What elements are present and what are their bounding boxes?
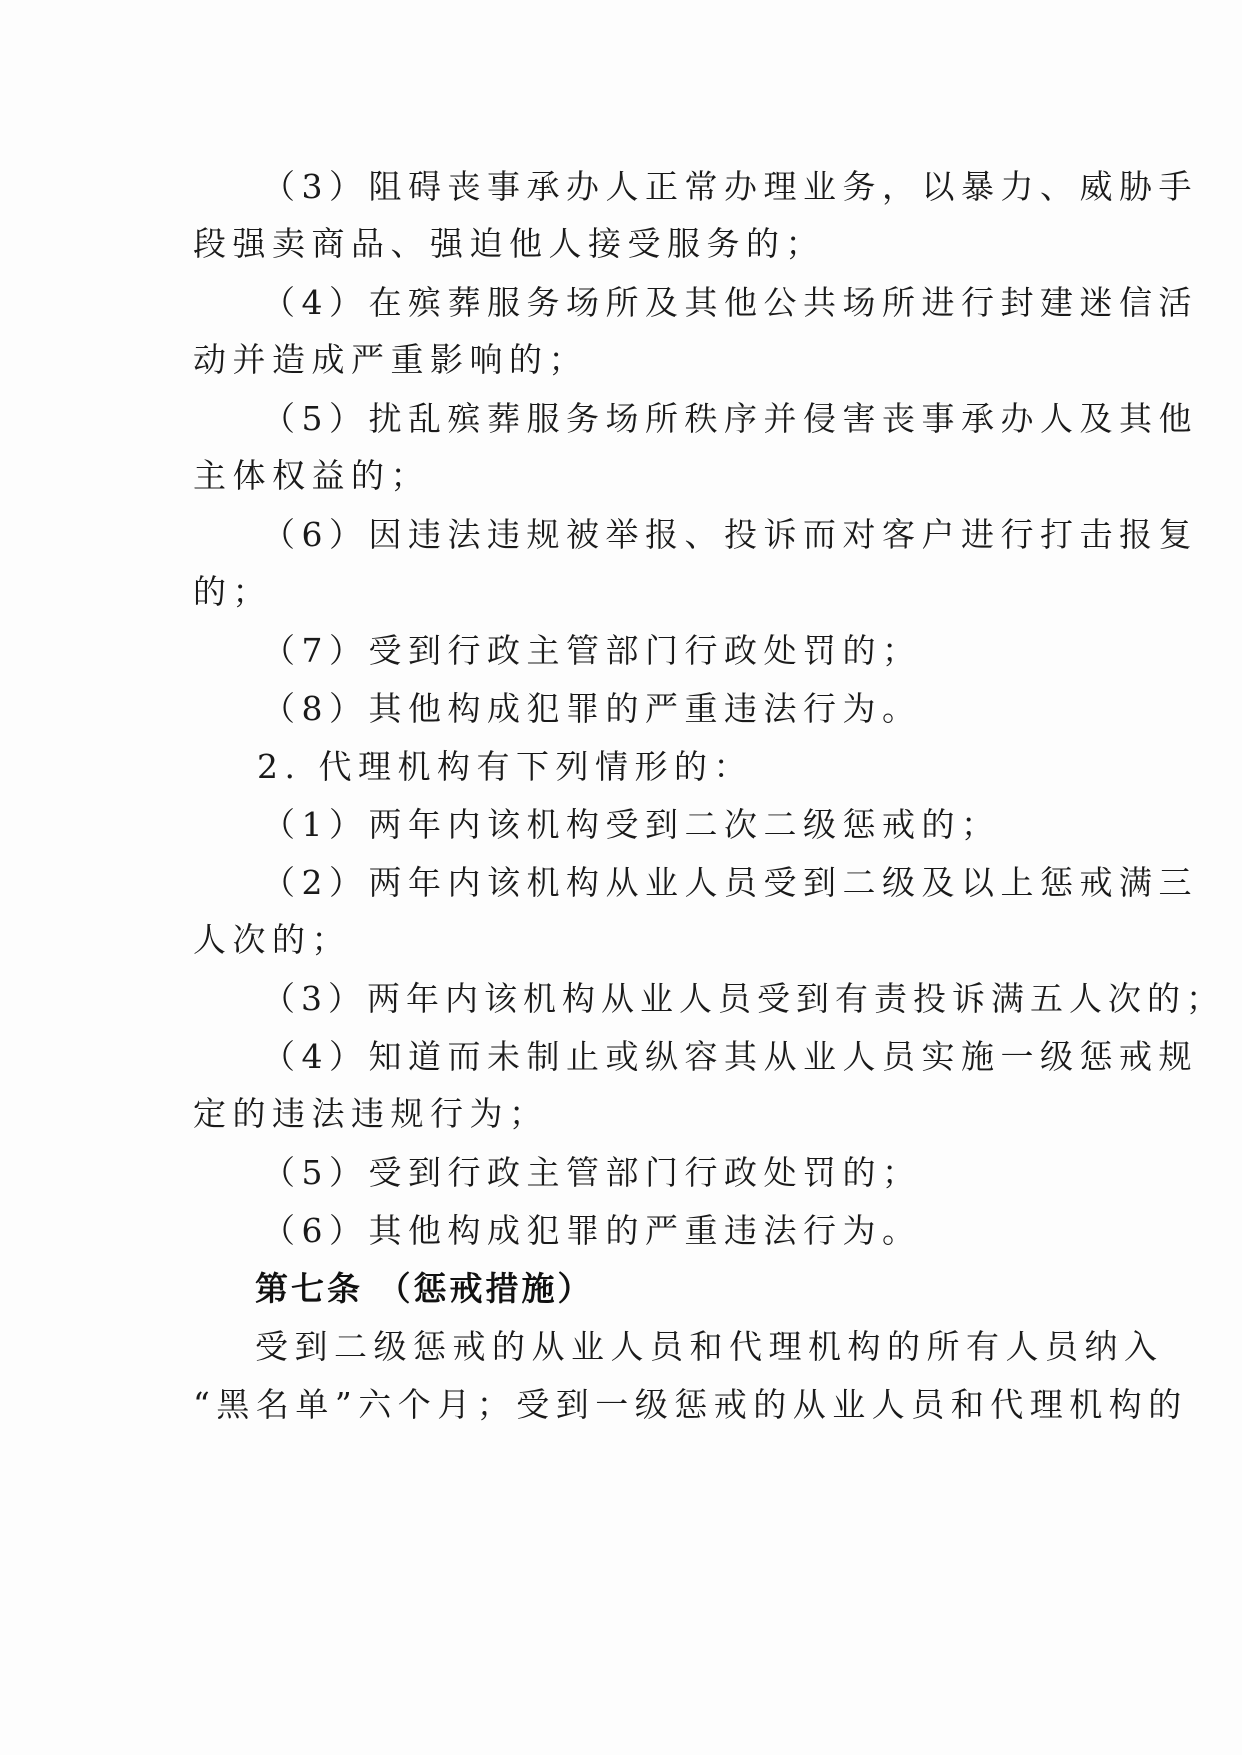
- text-line: 定的违法违规行为；: [193, 1094, 549, 1133]
- text-line: （1）两年内该机构受到二次二级惩戒的；: [262, 805, 1001, 844]
- text-line: （3）阻碍丧事承办人正常办理业务，以暴力、威胁手: [262, 167, 1198, 206]
- text-line: 的；: [193, 572, 272, 611]
- text-line: 主体权益的；: [193, 456, 430, 495]
- text-line: （2）两年内该机构从业人员受到二级及以上惩戒满三: [262, 863, 1198, 902]
- text-line: 段强卖商品、强迫他人接受服务的；: [193, 224, 825, 263]
- text-line: （8）其他构成犯罪的严重违法行为。: [262, 689, 922, 728]
- article-heading: 第七条 （惩戒措施）: [255, 1269, 594, 1308]
- text-line: （5）受到行政主管部门行政处罚的；: [262, 1153, 922, 1192]
- text-line: （7）受到行政主管部门行政处罚的；: [262, 631, 922, 670]
- text-line: （4）在殡葬服务场所及其他公共场所进行封建迷信活: [262, 283, 1198, 322]
- text-line: （4）知道而未制止或纵容其从业人员实施一级惩戒规: [262, 1037, 1198, 1076]
- text-line: （5）扰乱殡葬服务场所秩序并侵害丧事承办人及其他: [262, 399, 1198, 438]
- text-line: 受到二级惩戒的从业人员和代理机构的所有人员纳入: [255, 1327, 1164, 1366]
- text-line: 人次的；: [193, 920, 351, 959]
- text-line: （6）其他构成犯罪的严重违法行为。: [262, 1211, 922, 1250]
- text-line: 动并造成严重影响的；: [193, 340, 588, 379]
- text-line: （3）两年内该机构从业人员受到有责投诉满五人次的；: [262, 979, 1225, 1018]
- text-line: 2. 代理机构有下列情形的：: [257, 747, 753, 786]
- text-line: （6）因违法违规被举报、投诉而对客户进行打击报复: [262, 515, 1198, 554]
- text-line: “黑名单”六个月；受到一级惩戒的从业人员和代理机构的: [193, 1385, 1188, 1424]
